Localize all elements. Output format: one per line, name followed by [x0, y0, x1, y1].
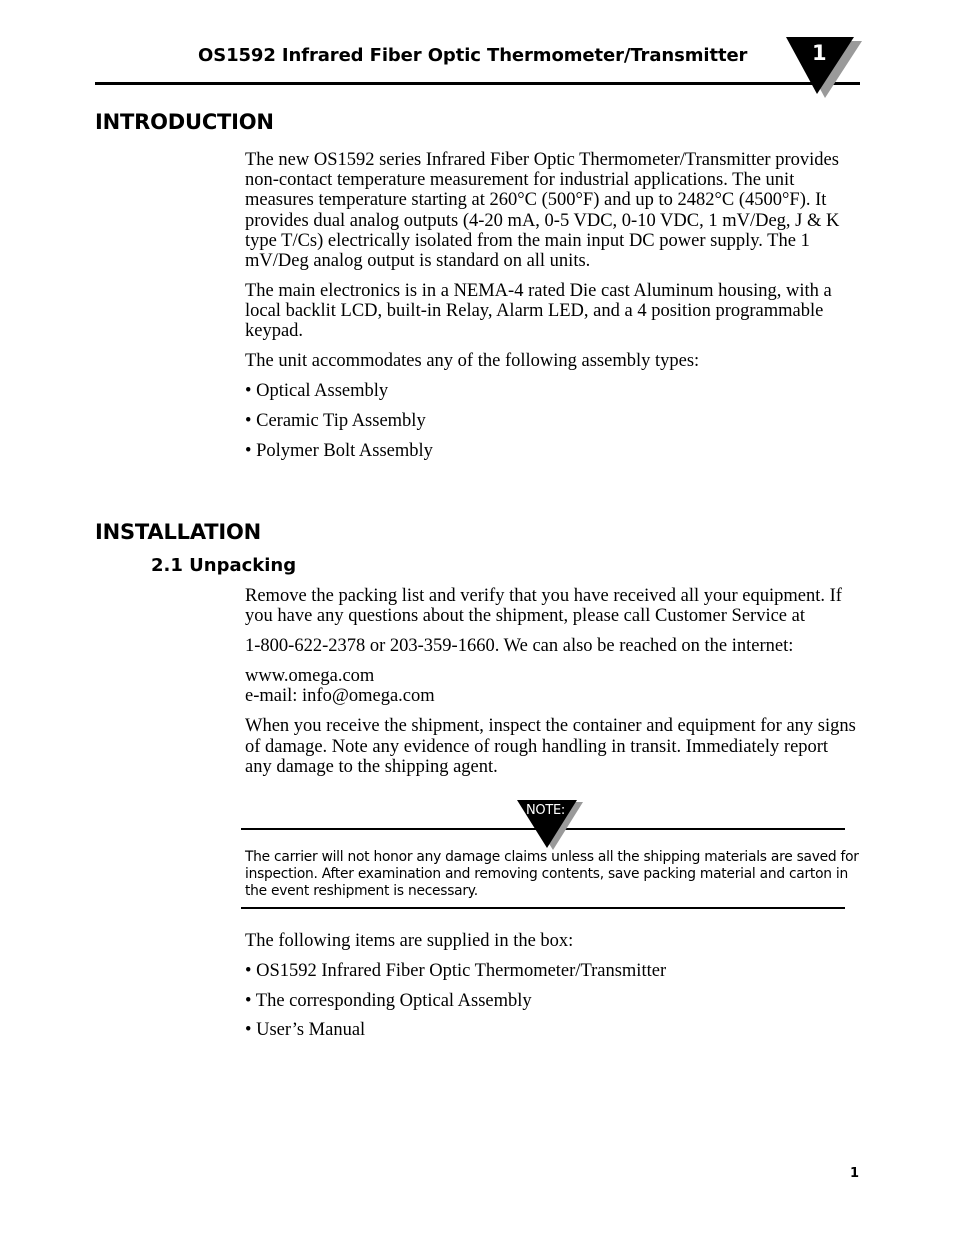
contact-phone-line: 1-800-622-2378 or 203-359-1660. We can also be reached on the internet:: [245, 636, 794, 657]
website-text: www.omega.com: [245, 666, 375, 687]
assembly-list-item: • Ceramic Tip Assembly: [245, 411, 426, 432]
supplied-list-item: • OS1592 Infrared Fiber Optic Thermometer/Transmitter: [245, 961, 667, 981]
supplied-items-body: [245, 931, 857, 1050]
note-bottom-rule: [241, 907, 845, 909]
inspection-paragraph: When you receive the shipment, inspect the container and equipment for any signs of damage. Note any evidence of rough handling in transit. Immediately report any damage to the shipping agent.: [245, 716, 856, 777]
installation-heading: INSTALLATION: [95, 520, 262, 544]
email-text: e-mail: info@omega.com: [245, 686, 435, 707]
intro-paragraph: The unit accommodates any of the following assembly types:: [245, 351, 700, 372]
note-label: NOTE:: [526, 803, 565, 818]
supplied-list-item: • The corresponding Optical Assembly: [245, 990, 532, 1011]
supplied-intro: The following items are supplied in the box:: [245, 931, 574, 951]
intro-paragraph: The main electronics is in a NEMA-4 rated Die cast Aluminum housing, with a local backlit LCD, built-in Relay, Alarm LED, and a 4 position programmable keypad.: [245, 281, 832, 342]
page-number: 1: [850, 1166, 860, 1181]
intro-paragraph: The new OS1592 series Infrared Fiber Optic Thermometer/Transmitter provides non-contact temperature measurement for industrial applications. The unit measures temperature starting at 260°C (500°F) and up to 2482°C (4500°F). It provides dual analog outputs (4-20 mA, 0-5 VDC, 0-10 VDC, 1 mV/Deg, J & K type T/Cs) electrically isolated from the main input DC power supply. The 1 mV/Deg analog output is standard on all units.: [245, 150, 840, 272]
introduction-heading: INTRODUCTION: [95, 110, 274, 134]
supplied-list-item: • User’s Manual: [245, 1020, 366, 1041]
introduction-body: [245, 150, 857, 471]
page-header-title: OS1592 Infrared Fiber Optic Thermometer/Transmitter: [198, 45, 748, 66]
unpacking-subheading: 2.1 Unpacking: [151, 555, 297, 576]
note-box: [241, 800, 861, 912]
unpacking-body: [245, 586, 857, 787]
note-text: The carrier will not honor any damage claims unless all the shipping materials are saved for inspection. After examination and removing contents, save packing material and carton in the event reshipment is necessary.: [245, 849, 859, 899]
assembly-list-item: • Optical Assembly: [245, 381, 389, 402]
header-rule: [95, 82, 860, 85]
assembly-list-item: • Polymer Bolt Assembly: [245, 440, 433, 461]
unpacking-paragraph: Remove the packing list and verify that you have received all your equipment. If you have any questions about the shipment, please call Customer Service at: [245, 586, 842, 627]
chapter-number: 1: [812, 41, 827, 65]
